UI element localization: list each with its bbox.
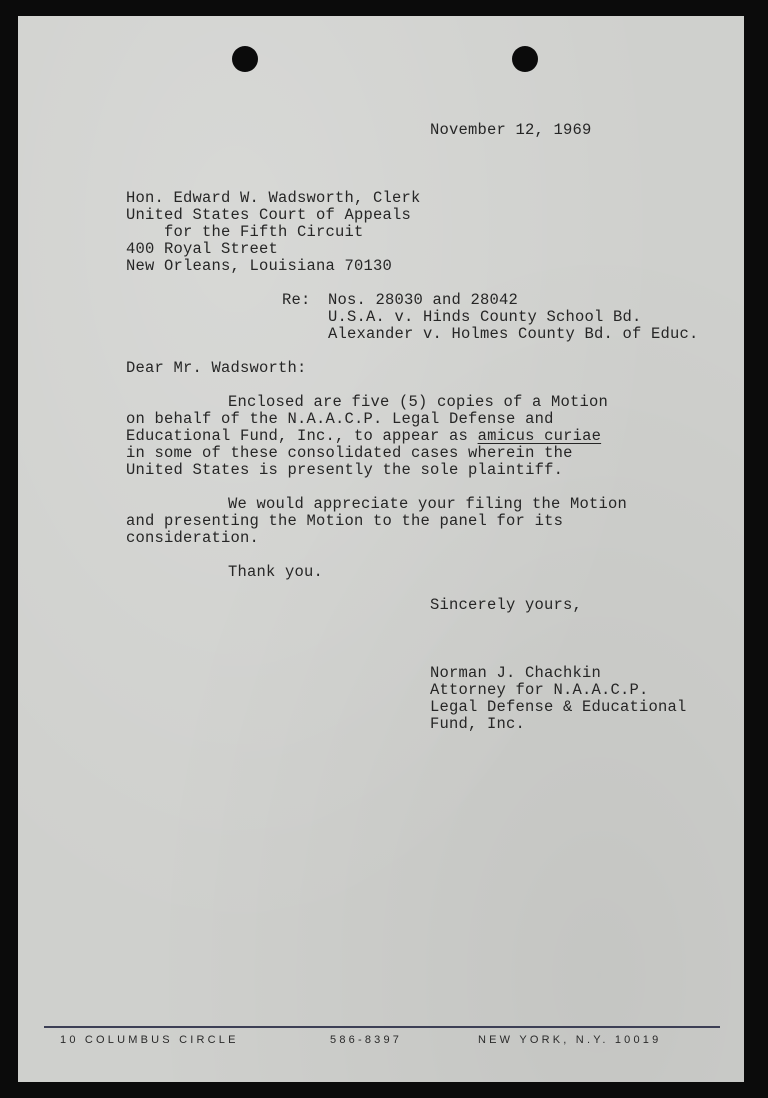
reference-line: Nos. 28030 and 28042: [328, 291, 519, 309]
footer-city: NEW YORK, N.Y. 10019: [478, 1034, 662, 1046]
address-line: United States Court of Appeals: [126, 206, 412, 224]
signature-line: Legal Defense & Educational: [430, 698, 687, 716]
paragraph-text: Educational Fund, Inc., to appear as: [126, 427, 469, 445]
signature-line: Attorney for N.A.A.C.P.: [430, 681, 649, 699]
letter-date: November 12, 1969: [430, 121, 592, 139]
address-line: 400 Royal Street: [126, 240, 279, 258]
paragraph-line: in some of these consolidated cases wherein the: [126, 444, 573, 462]
paragraph-line: consideration.: [126, 529, 260, 547]
address-line: Hon. Edward W. Wadsworth, Clerk: [126, 189, 421, 207]
footer-address: 10 COLUMBUS CIRCLE: [60, 1034, 239, 1046]
salutation: Dear Mr. Wadsworth:: [126, 359, 307, 377]
paragraph-line: Enclosed are five (5) copies of a Motion: [228, 393, 609, 411]
amicus-curiae-term: amicus curiae: [477, 427, 602, 445]
signature-line: Fund, Inc.: [430, 715, 526, 733]
thanks-line: Thank you.: [228, 563, 324, 581]
closing: Sincerely yours,: [430, 596, 583, 614]
paragraph-line: United States is presently the sole plaintiff.: [126, 461, 564, 479]
address-line: for the Fifth Circuit: [164, 223, 364, 241]
paragraph-line: [126, 428, 601, 445]
paragraph-line: and presenting the Motion to the panel for its: [126, 512, 564, 530]
footer-phone: 586-8397: [330, 1034, 403, 1046]
footer-divider: [44, 1026, 720, 1028]
paragraph-line: on behalf of the N.A.A.C.P. Legal Defense and: [126, 410, 554, 428]
signature-line: Norman J. Chachkin: [430, 664, 602, 682]
reference-line: Alexander v. Holmes County Bd. of Educ.: [328, 325, 699, 343]
re-label: Re:: [282, 291, 311, 309]
paragraph-line: We would appreciate your filing the Motion: [228, 495, 628, 513]
reference-line: U.S.A. v. Hinds County School Bd.: [328, 308, 642, 326]
address-line: New Orleans, Louisiana 70130: [126, 257, 393, 275]
bleed-through-letterhead: [318, 30, 334, 88]
letter-page: [18, 16, 744, 1082]
punch-hole-left: [232, 46, 258, 72]
punch-hole-right: [512, 46, 538, 72]
